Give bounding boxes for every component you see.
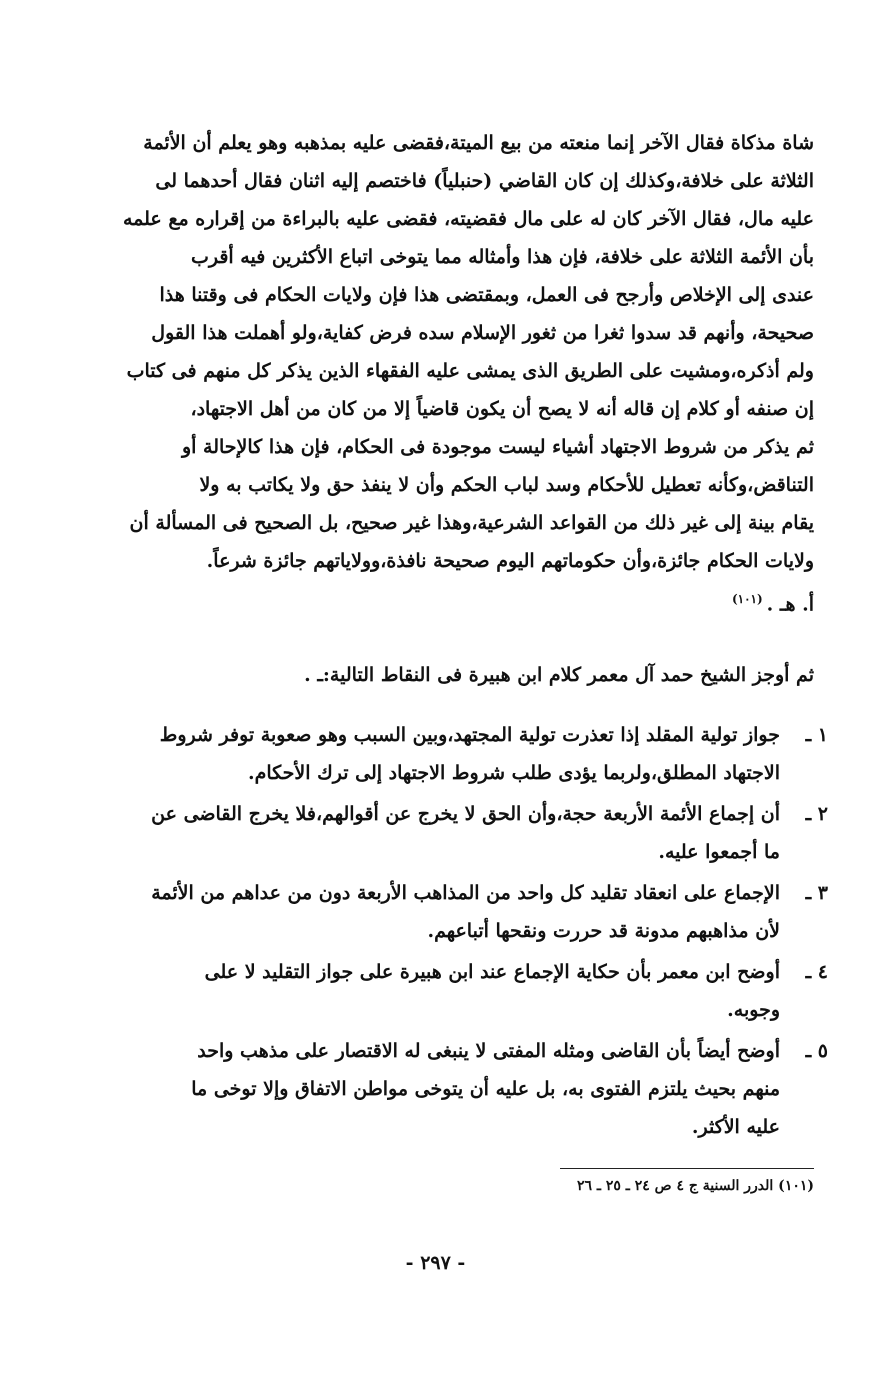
- list-item: [112, 953, 828, 1029]
- text-line: إن صنفه أو كلام إن قاله أنه لا يصح أن يكون قاضياً إلا من كان من أهل الاجتهاد،: [190, 398, 814, 420]
- text-line: عندى إلى الإخلاص وأرجح فى العمل، وبمقتضى هذا فإن ولايات الحكام فى وقتنا هذا: [159, 284, 814, 306]
- text-line: بأن الأئمة الثلاثة على خلافة، فإن هذا وأمثاله مما يتوخى اتباع الأكثرين فيه أقرب: [190, 246, 814, 268]
- point-number: ٤ ـ: [805, 961, 828, 983]
- main-paragraph: [112, 124, 814, 623]
- text-line: الثلاثة على خلافة،وكذلك إن كان القاضي (حنبلياً) فاختصم إليه اثنان فقال أحدهما لى: [155, 170, 814, 192]
- text-line: جواز تولية المقلد إذا تعذرت تولية المجتهد،وبين السبب وهو صعوبة توفر شروط: [159, 724, 780, 746]
- text-line: الاجتهاد المطلق،ولربما يؤدى طلب شروط الاجتهاد إلى ترك الأحكام.: [247, 762, 780, 784]
- text-line: أوضح ابن معمر بأن حكاية الإجماع عند ابن هبيرة على جواز التقليد لا على: [204, 961, 780, 983]
- text-line-last: [112, 580, 814, 623]
- points-list: [112, 716, 828, 1149]
- list-item: [112, 874, 828, 950]
- point-number: ٥ ـ: [805, 1040, 828, 1062]
- text-line: أن إجماع الأئمة الأربعة حجة،وأن الحق لا يخرج عن أقوالهم،فلا يخرج القاضى عن: [151, 803, 780, 825]
- list-item: [112, 716, 828, 792]
- text-line: أوضح أيضاً بأن القاضى ومثله المفتى لا ينبغى له الاقتصار على مذهب واحد: [197, 1040, 780, 1062]
- text-line: ثم يذكر من شروط الاجتهاد أشياء ليست موجودة فى الحكام، فإن هذا كالإحالة أو: [181, 436, 814, 458]
- footnote-divider: [560, 1168, 814, 1169]
- text-line: منهم بحيث يلتزم الفتوى به، بل عليه أن يتوخى مواطن الاتفاق وإلا توخى ما: [191, 1078, 780, 1100]
- text-line: شاة مذكاة فقال الآخر إنما منعته من بيع الميتة،فقضى عليه بمذهبه وهو يعلم أن الأئمة: [143, 132, 814, 154]
- text-line: ولم أذكره،ومشيت على الطريق الذى يمشى عليه الفقهاء الذين يذكر كل منهم فى كتاب: [126, 360, 814, 382]
- footnote: (١٠١) الدرر السنية ج ٤ ص ٢٤ ـ ٢٥ ـ ٢٦: [576, 1178, 814, 1194]
- text-line: الإجماع على انعقاد تقليد كل واحد من المذاهب الأربعة دون من عداهم من الأئمة: [151, 882, 780, 904]
- page-number: - ٢٩٧ -: [405, 1252, 466, 1274]
- text-line: لأن مذاهبهم مدونة قد حررت ونقحها أتباعهم.: [427, 920, 780, 942]
- quote-end-marker: أ. هـ .: [766, 593, 814, 616]
- point-text: [112, 953, 780, 1029]
- citation-reference: (١٠١): [731, 592, 763, 606]
- point-text: [112, 795, 780, 871]
- text-line: عليه الأكثر.: [691, 1116, 780, 1138]
- list-item: [112, 1032, 828, 1146]
- point-text: [112, 716, 780, 792]
- point-text: [112, 1032, 780, 1146]
- text-line: يقام بينة إلى غير ذلك من القواعد الشرعية،وهذا غير صحيح، بل الصحيح فى المسألة أن: [129, 512, 814, 534]
- point-number: ٣ ـ: [805, 882, 828, 904]
- points-intro: ثم أوجز الشيخ حمد آل معمر كلام ابن هبيرة فى النقاط التالية:ـ .: [304, 664, 814, 686]
- list-item: [112, 795, 828, 871]
- text-line: وجوبه.: [727, 999, 780, 1021]
- point-text: [112, 874, 780, 950]
- text-line: عليه مال، فقال الآخر كان له على مال فقضيته، فقضى عليه بالبراءة من إقراره مع علمه: [122, 208, 814, 230]
- point-number: ٢ ـ: [805, 803, 828, 825]
- text-line: صحيحة، وأنهم قد سدوا ثغرا من ثغور الإسلام سده فرض كفاية،ولو أهملت هذا القول: [151, 322, 814, 344]
- text-line: التناقض،وكأنه تعطيل للأحكام وسد لباب الحكم وأن لا ينفذ حق ولا يكاتب به ولا: [199, 474, 814, 496]
- text-line: ما أجمعوا عليه.: [658, 841, 780, 863]
- point-number: ١ ـ: [805, 724, 828, 746]
- text-line: ولايات الحكام جائزة،وأن حكوماتهم اليوم صحيحة نافذة،وولاياتهم جائزة شرعاً.: [206, 550, 814, 572]
